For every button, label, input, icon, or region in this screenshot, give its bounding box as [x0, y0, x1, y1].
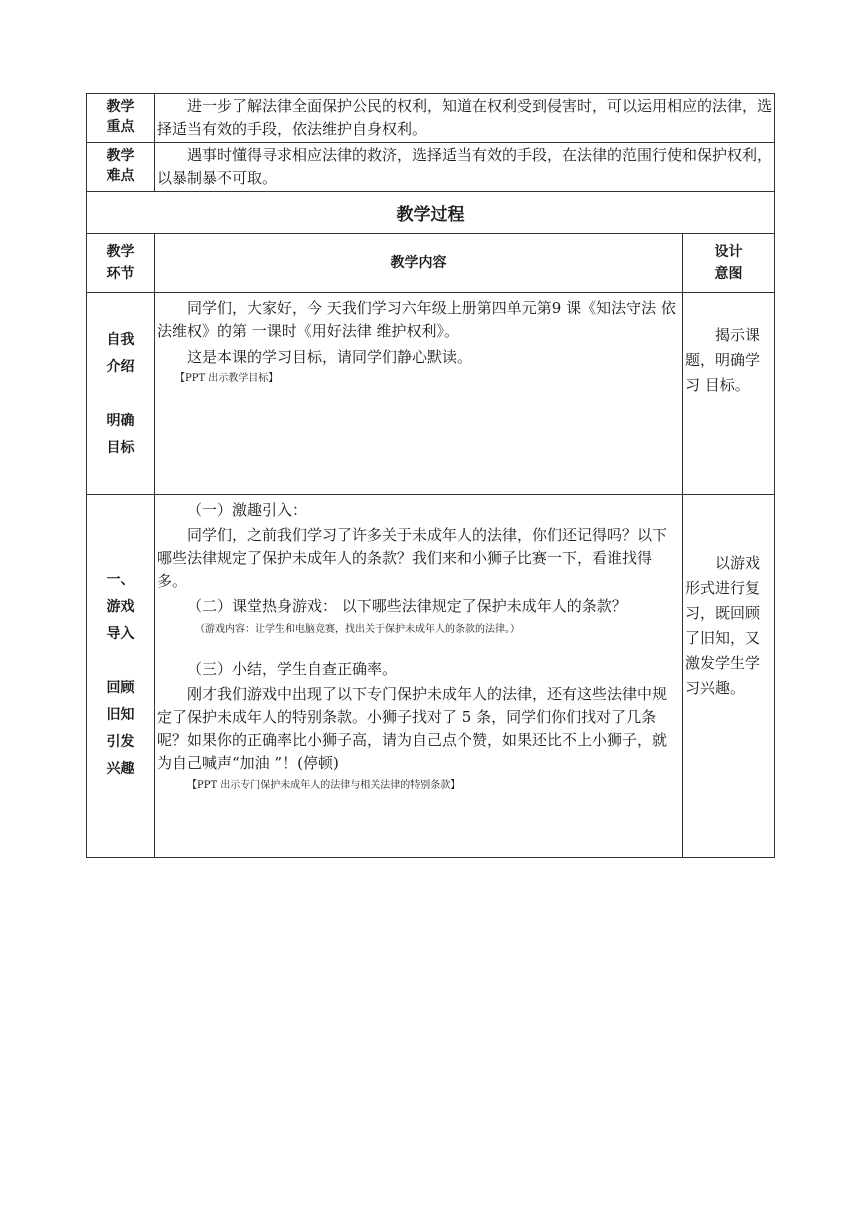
stage-line: 旧知 — [106, 707, 135, 723]
header-stage — [87, 234, 155, 293]
section2-paragraph: （三）小结，学生自查正确率。 — [187, 660, 398, 678]
section1-row — [87, 293, 775, 495]
process-title: 教学过程 — [87, 192, 775, 234]
section1-ppt-note: 【PPT 出示教学目标】 — [175, 373, 279, 384]
key-points-paragraph: 进一步了解法律全面保护公民的权利，知道在权利受到侵害时，可以运用相应的法律，选择适当有效的手段，依法维护自身权利。 — [157, 97, 773, 138]
header-design-line: 意图 — [714, 266, 743, 282]
section2-paragraph: （一）激趣引入： — [187, 501, 308, 519]
process-title-row — [87, 192, 775, 234]
header-row — [87, 234, 775, 293]
label-line: 教学 — [106, 99, 135, 115]
difficult-points-text — [155, 143, 775, 192]
stage-line: 兴趣 — [106, 761, 135, 777]
difficult-points-paragraph: 遇事时懂得寻求相应法律的救济，选择适当有效的手段，在法律的范围行使和保护权利，以暴制暴不可取。 — [157, 146, 773, 187]
section2-design-text: 以游戏形式进行复习，既回顾了旧知，又激发学生学习兴趣。 — [685, 554, 761, 697]
stage-line: 回顾 — [106, 680, 135, 696]
stage-spacer — [87, 381, 154, 408]
stage-line: 明确 — [106, 413, 135, 429]
stage-line: 一、 — [106, 572, 135, 588]
difficult-points-row — [87, 143, 775, 192]
label-line: 难点 — [106, 168, 135, 184]
section2-content — [155, 495, 683, 858]
section2-spacer — [157, 640, 680, 658]
section1-paragraph: 同学们，大家好，今 天我们学习六年级上册第四单元第9 课《知法守法 依法维权》的第 一课时《用好法律 维护权利》。 — [157, 299, 676, 340]
stage-line: 目标 — [106, 440, 135, 456]
stage-line: 导入 — [106, 626, 135, 642]
section1-content — [155, 293, 683, 495]
section2-game-note: （游戏内容：让学生和电脑竞赛，找出关于保护未成年人的条款的法律。） — [195, 624, 520, 635]
label-line: 教学 — [106, 148, 135, 164]
section2-paragraph: （二）课堂热身游戏： 以下哪些法律规定了保护未成年人的条款？ — [187, 597, 627, 615]
stage-line: 引发 — [106, 734, 135, 750]
section2-paragraph: 刚才我们游戏中出现了以下专门保护未成年人的法律，还有这些法律中规定了保护未成年人的特别条款。小狮子找对了 5 条，同学们你们找对了几条呢？如果你的正确率比小狮子高，请为自己点个赞，如果还比不上小狮子，就为自己喊声“加油 ”！(停顿) — [157, 685, 668, 772]
header-stage-line: 环节 — [106, 266, 135, 282]
difficult-points-label — [87, 143, 155, 192]
section2-ppt-note: 【PPT 出示专门保护未成年人的法律与相关法律的特别条款】 — [187, 780, 461, 791]
header-design-line: 设计 — [714, 244, 743, 260]
section1-paragraph: 这是本课的学习目标，请同学们静心默读。 — [187, 348, 473, 366]
stage-line: 游戏 — [106, 599, 135, 615]
header-content: 教学内容 — [155, 234, 683, 293]
stage-spacer — [87, 648, 154, 675]
key-points-row — [87, 94, 775, 143]
section2-stage — [87, 495, 155, 858]
stage-line: 自我 — [106, 332, 135, 348]
section1-design-text: 揭示课题，明确学习 目标。 — [685, 326, 761, 394]
section2-design — [683, 495, 775, 858]
section2-paragraph: 同学们，之前我们学习了许多关于未成年人的法律，你们还记得吗？以下哪些法律规定了保护未成年人的条款？我们来和小狮子比赛一下，看谁找得多。 — [157, 526, 668, 590]
stage-line: 介绍 — [106, 359, 135, 375]
lesson-plan-table — [86, 93, 775, 858]
section1-stage — [87, 293, 155, 495]
key-points-label — [87, 94, 155, 143]
section1-design — [683, 293, 775, 495]
section2-row — [87, 495, 775, 858]
label-line: 重点 — [106, 119, 135, 135]
key-points-text — [155, 94, 775, 143]
header-stage-line: 教学 — [106, 244, 135, 260]
header-design — [683, 234, 775, 293]
